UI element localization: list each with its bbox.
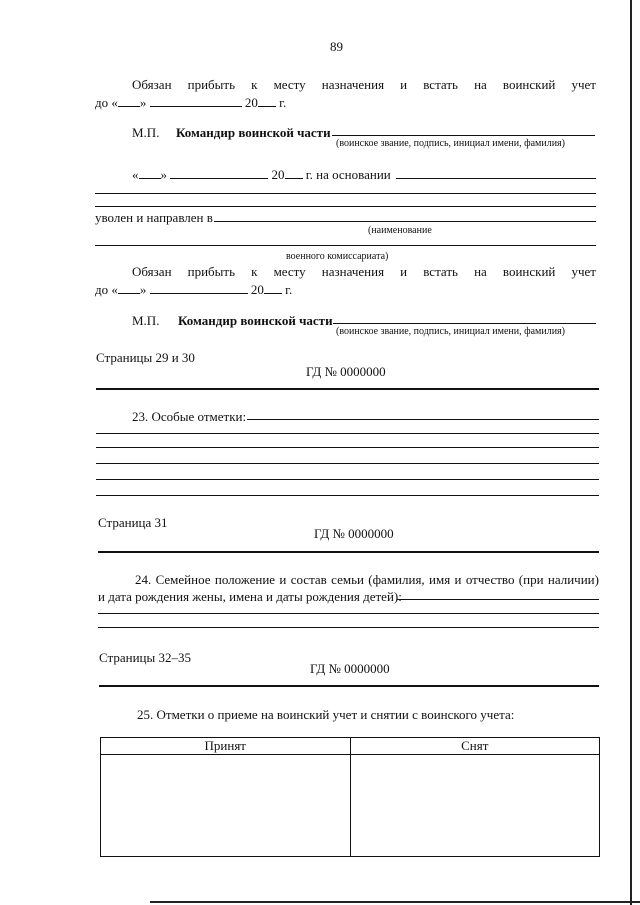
pages-label: Страница 31 (98, 515, 168, 530)
commissariat-caption-open: (наименование (368, 225, 432, 236)
word: и (400, 77, 408, 92)
word: назначения (321, 77, 385, 92)
word: к (251, 77, 258, 92)
family-label-line-2: и дата рождения жены, имена и даты рождения детей): (98, 589, 402, 604)
word: к (251, 264, 258, 279)
commander-signature-line[interactable] (332, 135, 595, 136)
day-blank[interactable] (139, 167, 161, 179)
page-edge-bottom (150, 901, 640, 903)
obligation-line-1 (132, 77, 596, 92)
removed-cell[interactable] (350, 755, 600, 857)
page-edge-right (630, 0, 632, 905)
special-notes-line[interactable] (96, 495, 599, 496)
mp-label: М.П. (132, 125, 160, 140)
month-blank[interactable] (170, 167, 268, 179)
basis-continuation-line[interactable] (95, 193, 596, 194)
word: назначения (321, 264, 385, 279)
special-notes-line[interactable] (247, 419, 599, 420)
commander-signature-line[interactable] (333, 323, 596, 324)
word: состав (290, 572, 327, 587)
commander-label: Командир воинской части (176, 125, 331, 140)
registration-table (100, 737, 600, 857)
doc-number: ГД № 0000000 (306, 364, 386, 379)
year-blank[interactable] (285, 167, 303, 179)
word: прибыть (187, 264, 236, 279)
table-header-accepted: Принят (101, 738, 351, 755)
commissariat-continuation-line[interactable] (95, 245, 596, 246)
section-separator (96, 388, 599, 390)
word: учет (571, 264, 596, 279)
commissariat-caption-close: военного комиссариата) (286, 251, 389, 262)
arrival-date-line-2: до « » 20 г. (95, 282, 293, 297)
family-field-line[interactable] (98, 613, 599, 614)
word: Обязан (132, 264, 172, 279)
pages-label: Страницы 29 и 30 (96, 350, 195, 365)
pages-label: Страницы 32–35 (99, 650, 191, 665)
word: встать (423, 77, 458, 92)
section-separator (98, 551, 599, 553)
word: семьи (331, 572, 364, 587)
doc-number: ГД № 0000000 (310, 661, 390, 676)
signature-caption: (воинское звание, подпись, инициал имени, фамилия) (336, 138, 565, 149)
basis-field-line[interactable] (396, 178, 596, 179)
accepted-cell[interactable] (101, 755, 351, 857)
family-field-line[interactable] (98, 627, 599, 628)
word: учет (571, 77, 596, 92)
commander-label: Командир воинской части (178, 313, 333, 328)
word: 24. (135, 572, 152, 587)
family-field-line[interactable] (397, 599, 599, 600)
word: (при (518, 572, 544, 587)
word: Семейное (155, 572, 211, 587)
day-blank[interactable] (118, 282, 140, 294)
word: (фамилия, (368, 572, 425, 587)
month-blank[interactable] (150, 282, 248, 294)
special-notes-line[interactable] (96, 479, 599, 480)
word: положение (214, 572, 276, 587)
word: на (474, 264, 487, 279)
word: отчество (465, 572, 515, 587)
word: месту (273, 77, 306, 92)
special-notes-label: 23. Особые отметки: (132, 409, 247, 424)
special-notes-line[interactable] (96, 447, 599, 448)
special-notes-line[interactable] (96, 433, 599, 434)
word: и (454, 572, 462, 587)
word: прибыть (187, 77, 236, 92)
word: воинский (502, 264, 556, 279)
word: воинский (502, 77, 556, 92)
mp-label: М.П. (132, 313, 160, 328)
doc-number: ГД № 0000000 (314, 526, 394, 541)
day-blank[interactable] (118, 95, 140, 107)
word: наличии) (547, 572, 599, 587)
obligation-line-2 (132, 264, 596, 279)
month-blank[interactable] (150, 95, 242, 107)
year-blank[interactable] (258, 95, 276, 107)
word: месту (273, 264, 306, 279)
word: встать (423, 264, 458, 279)
word: и (279, 572, 287, 587)
commissariat-field-line[interactable] (214, 221, 596, 222)
year-blank[interactable] (264, 282, 282, 294)
basis-continuation-line[interactable] (95, 206, 596, 207)
special-notes-line[interactable] (96, 463, 599, 464)
word: имя (429, 572, 451, 587)
dismissal-label: уволен и направлен в (95, 210, 213, 225)
word: на (474, 77, 487, 92)
word: Обязан (132, 77, 172, 92)
page-number: 89 (330, 39, 343, 54)
registration-marks-label: 25. Отметки о приеме на воинский учет и снятии с воинского учета: (137, 707, 515, 722)
table-header-removed: Снят (350, 738, 600, 755)
section-separator (99, 685, 599, 687)
word: и (400, 264, 408, 279)
signature-caption: (воинское звание, подпись, инициал имени, фамилия) (336, 326, 565, 337)
family-label-line-1 (135, 572, 599, 587)
basis-date-line: « » 20 г. на основании (132, 167, 391, 182)
arrival-date-line: до « » 20 г. (95, 95, 287, 110)
